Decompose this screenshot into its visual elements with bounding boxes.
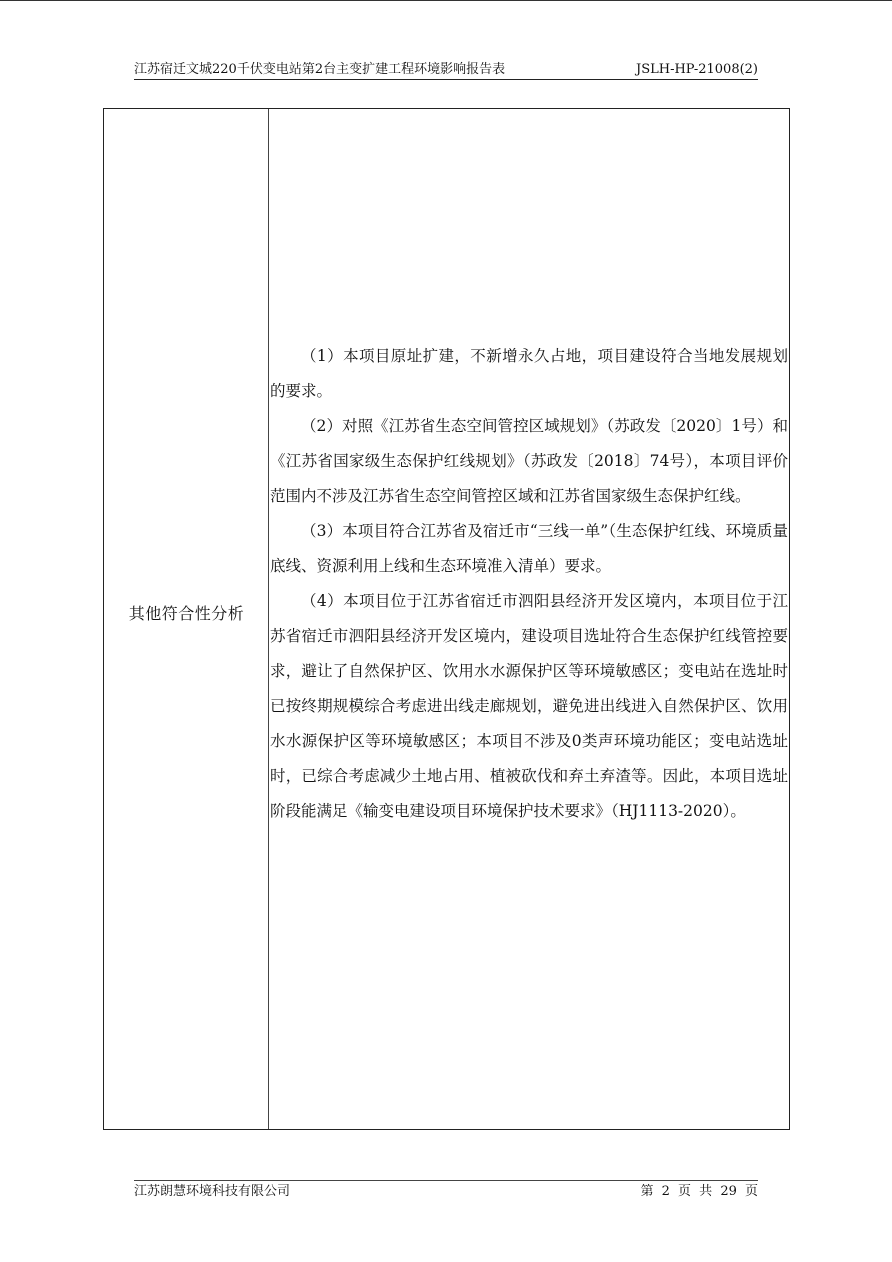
company-name: 江苏朗慧环境科技有限公司 [134,1184,291,1199]
paragraph-1: （1）本项目原址扩建，不新增永久占地，项目建设符合当地发展规划的要求。 [270,347,788,400]
page-number: 第 2 页 共 29 页 [640,1184,758,1199]
paragraph-2: （2）对照《江苏省生态空间管控区域规划》（苏政发〔2020〕1号）和《江苏省国家级生态保护红线规划》（苏政发〔2018〕74号），本项目评价范围内不涉及江苏省生态空间管控区域和江苏省国家级生态保护红线。 [270,417,788,505]
row-label: 其他符合性分析 [128,604,245,623]
paragraph-4: （4）本项目位于江苏省宿迁市泗阳县经济开发区境内，本项目位于江苏省宿迁市泗阳县经济开发区境内，建设项目选址符合生态保护红线管控要求，避让了自然保护区、饮用水水源保护区等环境敏感区；变电站在选址时已按终期规模综合考虑进出线走廊规划，避免进出线进入自然保护区、饮用水水源保护区等环境敏感区；本项目不涉及0类声环境功能区；变电站选址时，已综合考虑减少土地占用、植被砍伐和弃土弃渣等。因此，本项目选址阶段能满足《输变电建设项目环境保护技术要求》（HJ1113-2020）。 [270,592,788,820]
content-cell [270,339,788,829]
page-footer [134,1180,758,1199]
top-border-line [0,0,892,1]
page-header [134,61,758,80]
content-table [103,108,790,1130]
label-cell [104,109,269,1129]
document-code: JSLH-HP-21008(2) [635,62,758,77]
paragraph-3: （3）本项目符合江苏省及宿迁市“三线一单”（生态保护红线、环境质量底线、资源利用上线和生态环境准入清单）要求。 [270,522,788,575]
document-title: 江苏宿迁文城220千伏变电站第2台主变扩建工程环境影响报告表 [134,62,506,77]
